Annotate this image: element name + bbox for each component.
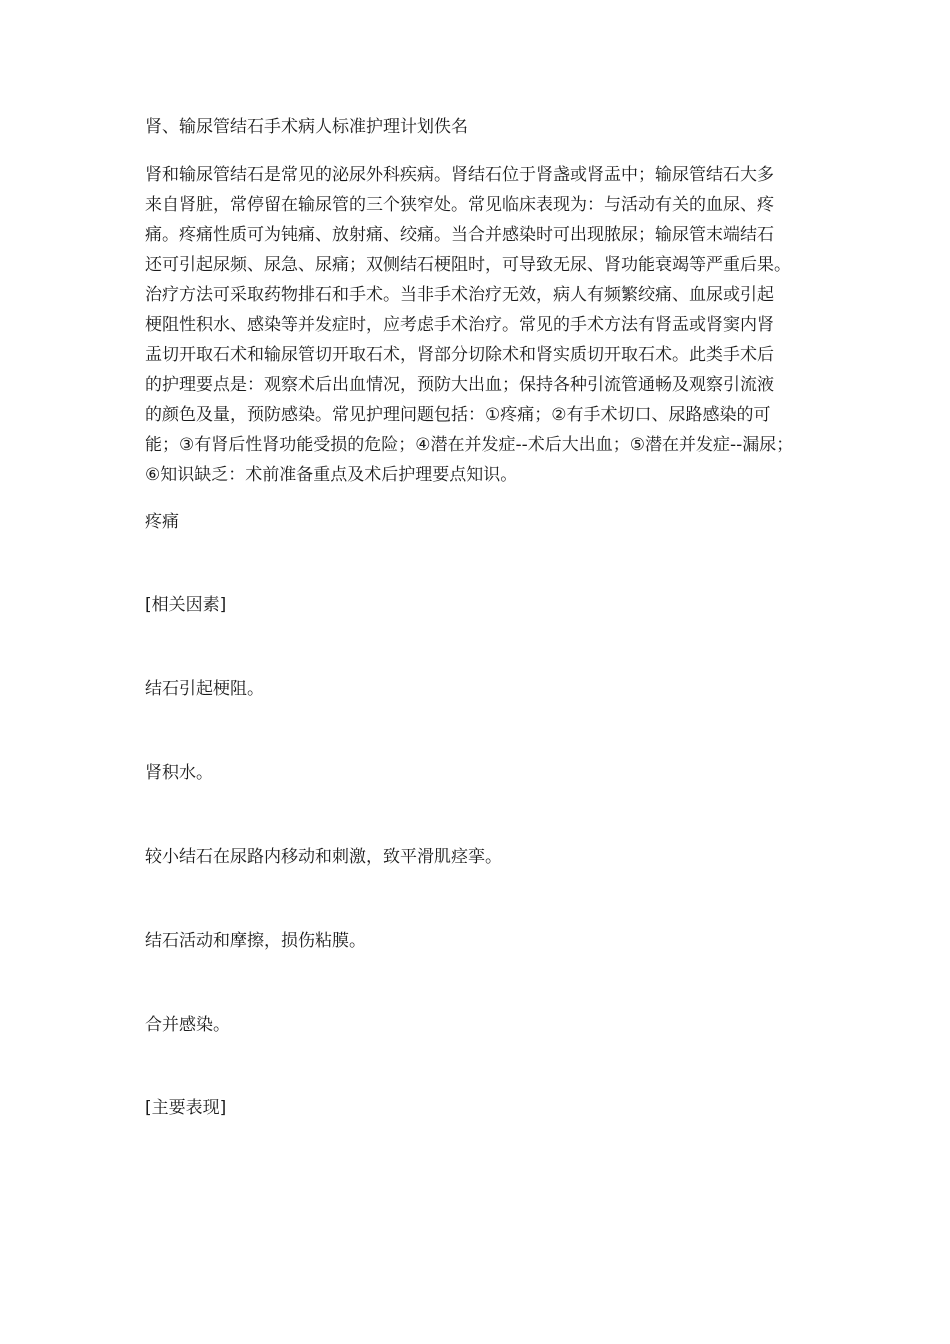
intro-line: 盂切开取石术和输尿管切开取石术，肾部分切除术和肾实质切开取石术。此类手术后 [145, 345, 774, 365]
intro-line: 治疗方法可采取药物排石和手术。当非手术治疗无效，病人有频繁绞痛、血尿或引起 [145, 285, 774, 305]
related-factor-item: 合并感染。 [145, 1015, 230, 1035]
intro-line: 来自肾脏，常停留在输尿管的三个狭窄处。常见临床表现为：与活动有关的血尿、疼 [145, 195, 774, 215]
intro-line: 梗阻性积水、感染等并发症时，应考虑手术治疗。常见的手术方法有肾盂或肾窦内肾 [145, 315, 774, 335]
intro-line: 还可引起尿频、尿急、尿痛；双侧结石梗阻时，可导致无尿、肾功能衰竭等严重后果。 [145, 255, 791, 275]
intro-line: 能；③有肾后性肾功能受损的危险；④潜在并发症--术后大出血；⑤潜在并发症--漏尿； [145, 435, 794, 455]
related-factor-item: 肾积水。 [145, 763, 213, 783]
related-factors-heading: [相关因素] [145, 595, 227, 615]
intro-line: 的颜色及量，预防感染。常见护理问题包括：①疼痛；②有手术切口、尿路感染的可 [145, 405, 771, 425]
intro-line: 肾和输尿管结石是常见的泌尿外科疾病。肾结石位于肾盏或肾盂中；输尿管结石大多 [145, 165, 774, 185]
section-heading-pain: 疼痛 [145, 512, 179, 532]
intro-line: 痛。疼痛性质可为钝痛、放射痛、绞痛。当合并感染时可出现脓尿；输尿管末端结石 [145, 225, 774, 245]
intro-paragraph [145, 160, 835, 490]
intro-line: ⑥知识缺乏：术前准备重点及术后护理要点知识。 [145, 465, 518, 485]
document-title: 肾、输尿管结石手术病人标准护理计划佚名 [145, 117, 468, 137]
main-manifestations-heading: [主要表现] [145, 1098, 227, 1118]
intro-line: 的护理要点是：观察术后出血情况，预防大出血；保持各种引流管通畅及观察引流液 [145, 375, 774, 395]
related-factor-item: 结石引起梗阻。 [145, 679, 264, 699]
related-factor-item: 结石活动和摩擦，损伤粘膜。 [145, 931, 366, 951]
related-factor-item: 较小结石在尿路内移动和刺激，致平滑肌痉挛。 [145, 847, 502, 867]
